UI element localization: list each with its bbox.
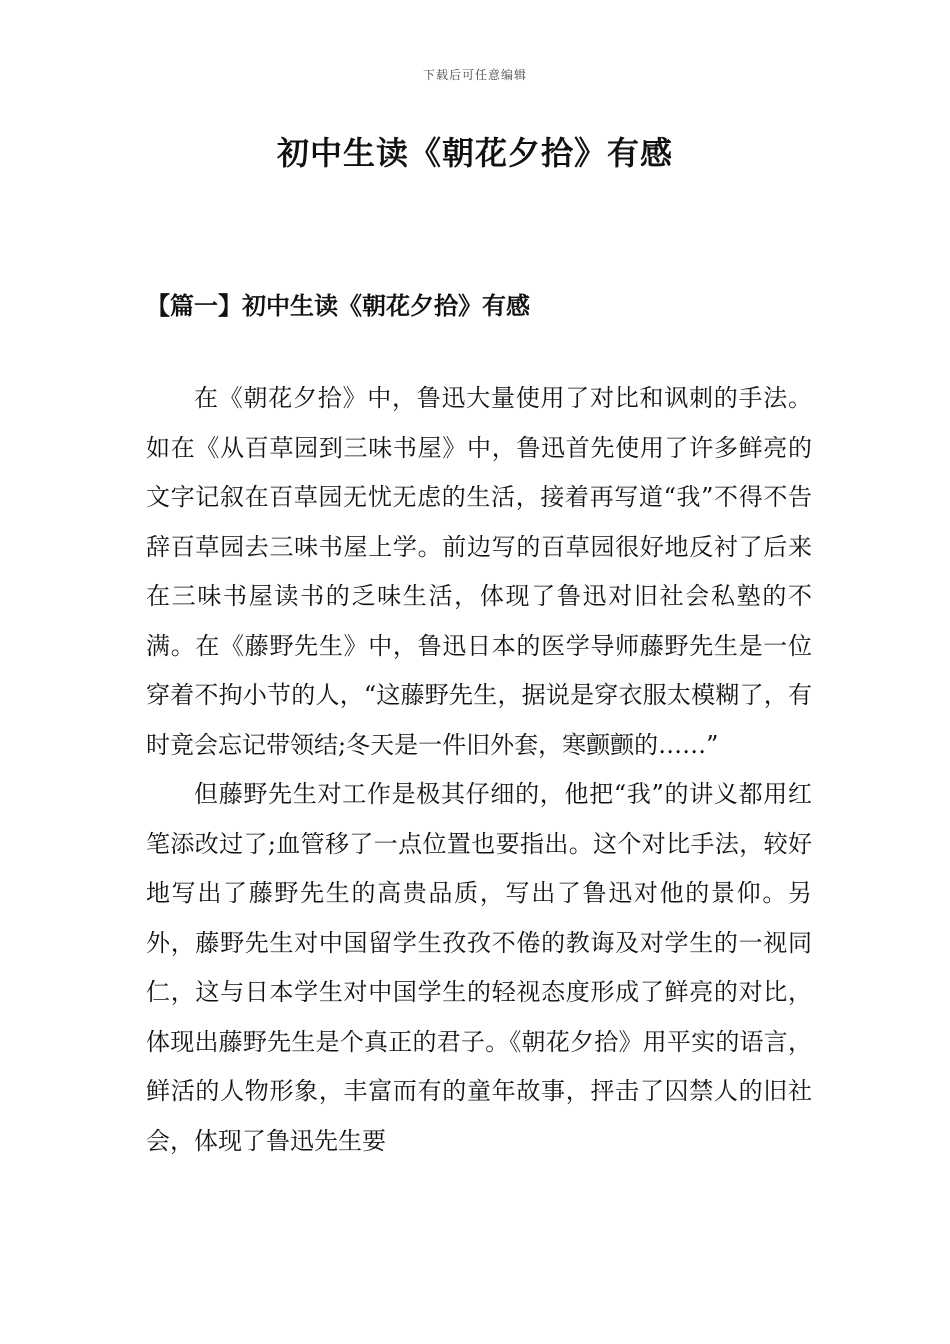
- body-text: [146, 374, 812, 1166]
- paragraph-2: 但藤野先生对工作是极其仔细的，他把“我”的讲义都用红笔添改过了;血管移了一点位置也要指出。这个对比手法，较好地写出了藤野先生的高贵品质，写出了鲁迅对他的景仰。另外，藤野先生对中国留学生孜孜不倦的教诲及对学生的一视同仁，这与日本学生对中国学生的轻视态度形成了鲜亮的对比，体现出藤野先生是个真正的君子。《朝花夕拾》用平实的语言，鲜活的人物形象，丰富而有的童年故事，抨击了囚禁人的旧社会，体现了鲁迅先生要: [146, 780, 812, 1155]
- header-note: 下载后可任意编辑: [422, 68, 527, 82]
- document-title: 初中生读《朝花夕拾》有感: [276, 134, 673, 172]
- paragraph-1: 在《朝花夕拾》中，鲁迅大量使用了对比和讽刺的手法。如在《从百草园到三味书屋》中，鲁迅首先使用了许多鲜亮的文字记叙在百草园无忧无虑的生活，接着再写道“我”不得不告辞百草园去三味书屋上学。前边写的百草园很好地反衬了后来在三味书屋读书的乏味生活，体现了鲁迅对旧社会私塾的不满。在《藤野先生》中，鲁迅日本的医学导师藤野先生是一位穿着不拘小节的人，“这藤野先生，据说是穿衣服太模糊了，有时竟会忘记带领结;冬天是一件旧外套，寒颤颤的……”: [146, 384, 812, 759]
- section-heading: 【篇一】初中生读《朝花夕拾》有感: [146, 291, 530, 320]
